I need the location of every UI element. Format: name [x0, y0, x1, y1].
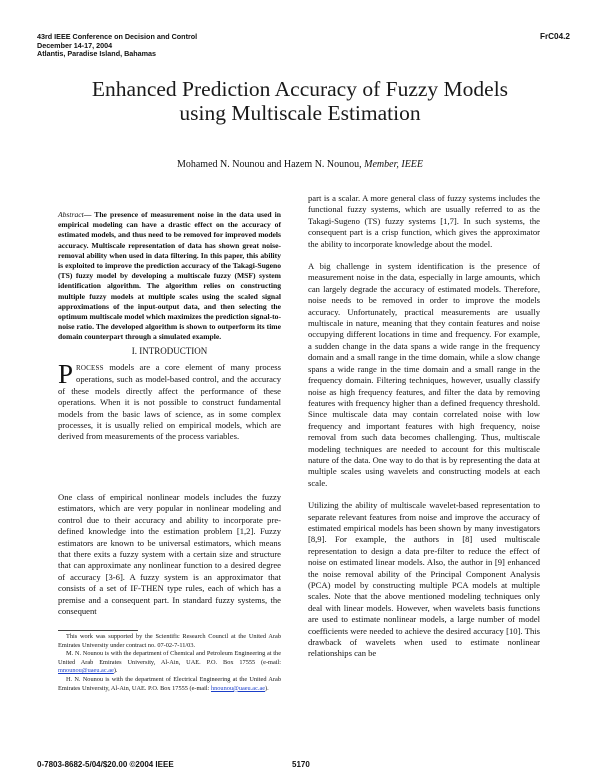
author-membership: Member, IEEE: [364, 159, 424, 170]
page-number: 5170: [292, 760, 310, 769]
right-paragraph: Utilizing the ability of multiscale wavelet-based representation to separate relevant features from noise and improve the accuracy of estimated empirical models has been shown by many investigators [8,9]. For example, the authors in [8] used multiscale representation to design a data pre-filter to reduce the effect of noise on estimated linear models. Also, the author in [9] enhanced the noise removal ability of the Principal Component Analysis (PCA) model by constructing multiple PCA models at multiple scales. Note that the above mentioned modeling techniques only deal with linear models. However, when wavelets basis functions are used to estimate nonlinear models, a large number of model coefficients were needed to achieve the desired accuracy [10]. This drawback of wavelets when used to estimate nonlinear relationships can be: [308, 500, 540, 659]
intro-paragraph-1: [58, 359, 281, 443]
isbn-copyright: 0-7803-8682-5/04/$20.00 ©2004 IEEE: [37, 760, 174, 769]
drop-cap: P: [58, 359, 74, 389]
conference-line: Atlantis, Paradise Island, Bahamas: [37, 49, 157, 59]
footnote-rule: [58, 630, 138, 631]
footnote-author-2: [58, 676, 281, 693]
smallcaps-word: ROCESS: [76, 364, 104, 372]
footnotes: [58, 633, 281, 693]
right-paragraph: A big challenge in system identification is the presence of measurement noise in the data, especially in large amounts, which can largely degrade the accuracy of estimated models. Therefore, noise needs to be removed in order to improve the models accuracy. Unfortunately, practical measurements are usually multiscale in nature, meaning that they contain features and noise occupying different locations in time and frequency. For example, a sudden change in the data spans a wide range in the frequency domain and a small range in the time domain, while a slow change spans a wide range in the time domain and a small range in the frequency domain. Filtering techniques, however, usually classify noise as high frequency features, and filter the data by removing features with frequency higher than a defined frequency threshold. Since multiscale data may contain correlated noise with low frequency and important features with high frequency, noise removal from such data becomes challenging. Thus, multiscale modeling techniques are needed to account for this multiscale nature of the data. One way to do that is by representing the data at multiple scales using wavelets and constructing models at each scale.: [308, 261, 540, 488]
title-line: using Multiscale Estimation: [179, 101, 421, 125]
paper-code: FrC04.2: [539, 32, 570, 41]
footnote-author-1-text: M. N. Nounou is with the department of Chemical and Petroleum Engineering at the United Arab Emirates University, Al-Ain, UAE. P.O. Box 17555 (e-mail:: [58, 650, 281, 666]
footnote-end-1: ).: [113, 667, 118, 675]
footnote-author-2-text: H. N. Nounou is with the department of Electrical Engineering at the United Arab Emirates University, Al-Ain, UAE. P.O. Box 17555 (e-mail:: [58, 675, 281, 692]
paper-title: [0, 77, 600, 125]
right-column: [308, 193, 540, 671]
intro-paragraph-2: One class of empirical nonlinear models includes the fuzzy estimators, which are very popular in nonlinear modeling and control due to their accuracy and ability to incorporate pre-defined knowledge into the estimation problem [1,2]. Fuzzy estimators are known to be universal estimators, which means that there exits a fuzzy system with a certain size and structure that can approximate any nonlinear function to a desired degree of accuracy [3-6]. A fuzzy system is an approximator that consists of a set of IF-THEN type rules, each of which has a premise and a consequent part. In standard fuzzy systems, the consequent: [58, 492, 281, 617]
section-heading: I. INTRODUCTION: [131, 346, 208, 356]
footnote-end-2: ).: [265, 684, 269, 692]
conference-info: [37, 33, 197, 59]
author-line: [0, 159, 600, 170]
title-line: Enhanced Prediction Accuracy of Fuzzy Models: [91, 77, 509, 101]
conference-line: December 14-17, 2004: [37, 40, 113, 50]
footnote-funding: This work was supported by the Scientific Research Council at the United Arab Emirates University under contract no. 07-02-7-11/03.: [58, 633, 281, 649]
right-paragraph: part is a scalar. A more general class of fuzzy systems includes the functional fuzzy systems, which are usually referred to as the Takagi-Sugeno (TS) fuzzy systems [1,7]. In such systems, the consequent part is a crisp function, which gives the approximator the ability to incorporate knowledge about the model.: [308, 193, 540, 249]
abstract-label: Abstract: [58, 210, 84, 219]
abstract: [58, 210, 281, 343]
author-names: Mohamed N. Nounou and Hazem N. Nounou,: [176, 159, 362, 170]
abstract-text: — The presence of measurement noise in the data used in empirical modeling can have a drastic effect on the accuracy of estimated models, and thus need to be removed for improved models accuracy. Multiscale representation of data has shown great noise-removal ability when used in data filtering. In this paper, this ability is exploited to improve the prediction accuracy of the Takagi-Sugeno (TS) fuzzy model by developing a multiscale fuzzy (MSF) system identification algorithm. The algorithm relies on constructing multiple fuzzy models at multiple scales using the scaled signal approximations of the input-output data, and then selecting the optimum multiscale model which maximizes the prediction signal-to-noise ratio. The developed algorithm is shown to outperform its time domain counterpart through a simulated example.: [58, 210, 281, 342]
intro-paragraph-1-text: models are a core element of many process operations, such as model-based control, and the accuracy of these models directly affect the performance of these operations. When it is not possible to construct fundamental models from the basic laws of science, as in some complex processes, it is usually relied on empirical models, which are derived from measurements of the process variables.: [58, 362, 281, 442]
email-link-1[interactable]: mnounou@uaeu.ac.ae: [58, 667, 114, 675]
footnote-author-1: [58, 650, 281, 676]
email-link-2[interactable]: hnounou@uaeu.ac.ae: [210, 684, 266, 692]
conference-line: 43rd IEEE Conference on Decision and Control: [37, 32, 198, 41]
